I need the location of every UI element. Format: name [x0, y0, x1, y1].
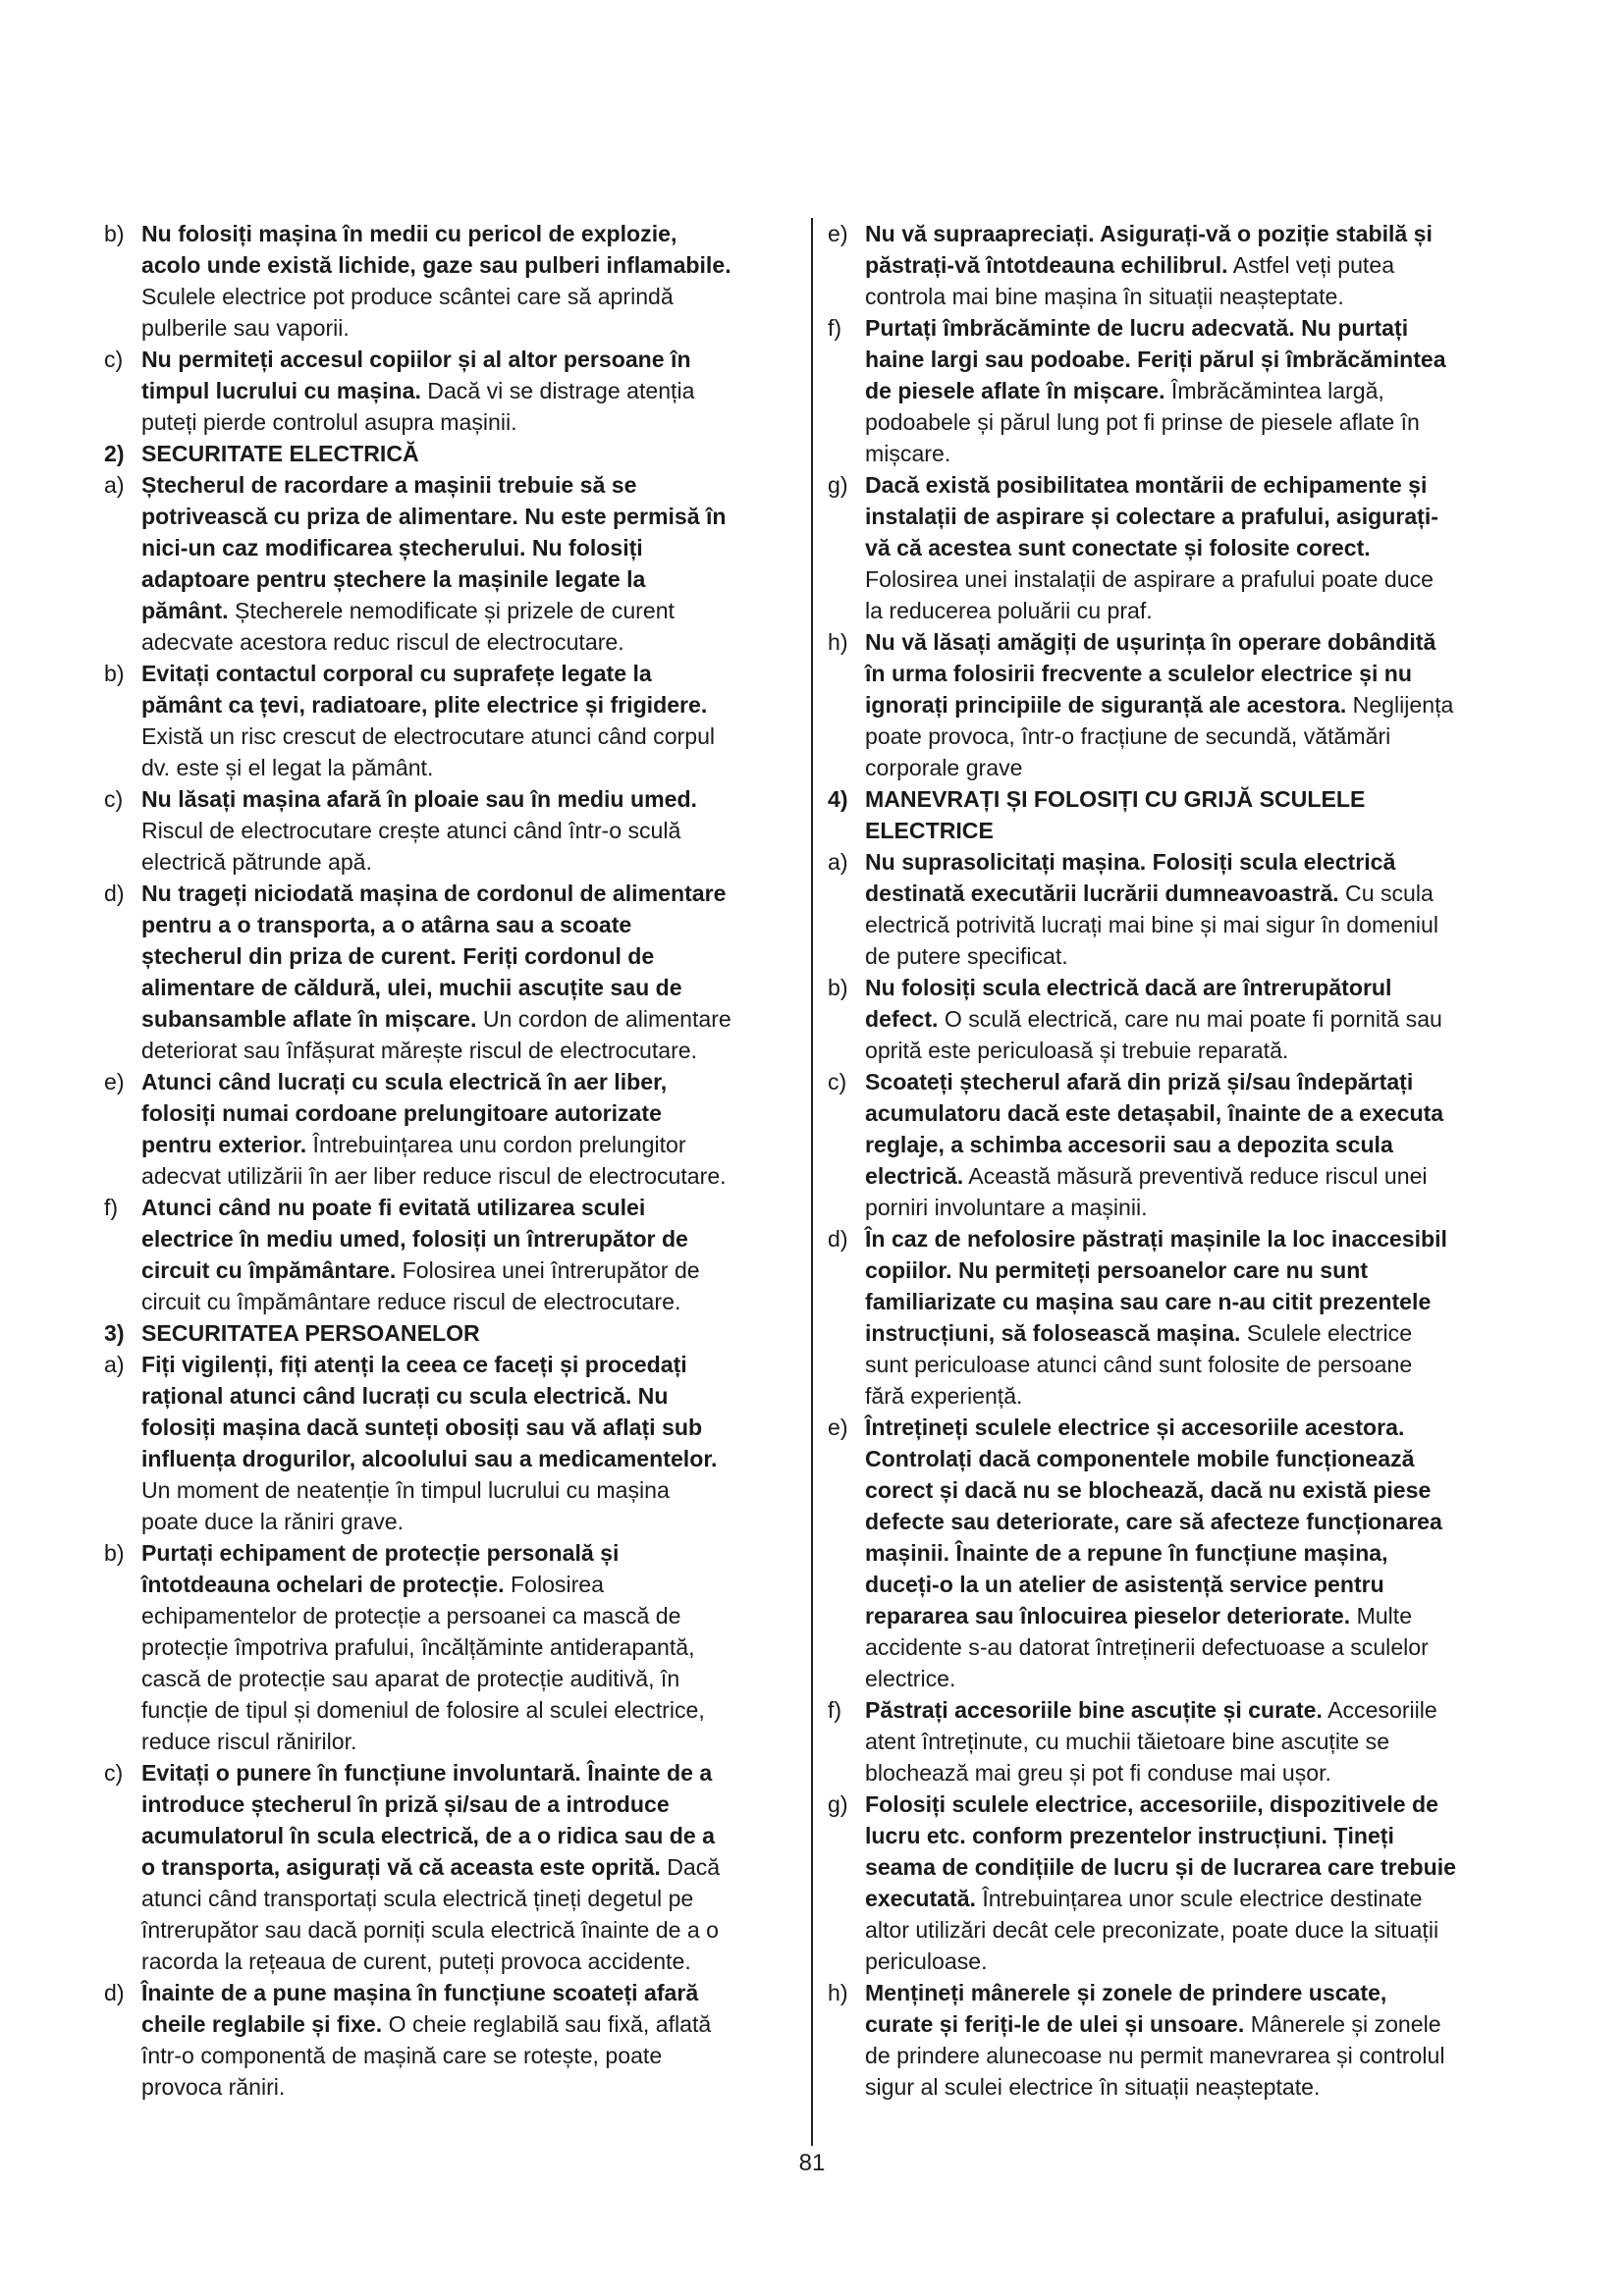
item-bold-text: Fiți vigilenți, fiți atenți la ceea ce faceți și procedați rațional atunci când lucrați cu scula electrică. Nu folosiți mașina dacă sunteți obosiți sau vă aflați sub influența drogurilor, alcoolului sau a medicamentelor.: [141, 1352, 718, 1471]
item-text: O sculă electrică, care nu mai poate fi pornită sau oprită este periculoasă și trebuie reparată.: [865, 1006, 1442, 1063]
heading-number: 2): [104, 441, 125, 466]
item-text: Neglijența poate provoca, într-o fracțiune de secundă, vătămări corporale grave: [865, 692, 1454, 780]
item-label: c): [828, 1069, 847, 1095]
right-column: [828, 218, 1456, 2103]
item-text: Astfel veți putea controla mai bine mașina în situații neașteptate.: [865, 252, 1395, 309]
left-item-3d: [104, 1977, 732, 2103]
right-item-4e: [828, 1412, 1456, 1694]
item-bold-text: În caz de nefolosire păstrați mașinile la loc inaccesibil copiilor. Nu permiteți persoanelor care nu sunt familiarizate cu mașina sau care n-au citit prezentele instrucțiuni, să folosească mașina.: [865, 1226, 1447, 1346]
section-heading-2: [104, 438, 732, 469]
item-bold-text: Înainte de a pune mașina în funcțiune scoateți afară cheile reglabile și fixe.: [141, 1980, 699, 2037]
heading-text: MANEVRAȚI ȘI FOLOSIȚI CU GRIJĂ SCULELE ELECTRICE: [865, 786, 1366, 843]
item-text: Ștecherele nemodificate și prizele de curent adecvate acestora reduc riscul de electrocutare.: [141, 598, 675, 655]
item-text: Sculele electrice sunt periculoase atunci când sunt folosite de persoane fără experiență.: [865, 1320, 1413, 1409]
item-text: Cu scula electrică potrivită lucrați mai bine și mai sigur în domeniul de putere specificat.: [865, 881, 1438, 969]
left-item-2c: [104, 783, 732, 878]
item-label: g): [828, 472, 848, 498]
left-column: [104, 218, 732, 2103]
left-item-3c: [104, 1757, 732, 1977]
left-item-2e: [104, 1066, 732, 1192]
left-item-b: [104, 218, 732, 344]
item-label: d): [828, 1226, 848, 1252]
item-label: b): [104, 1540, 125, 1566]
item-bold-text: Nu vă supraapreciați. Asigurați-vă o poziție stabilă și păstrați-vă întotdeauna echilibrul.: [865, 221, 1433, 278]
item-label: f): [828, 1697, 842, 1723]
item-bold-text: Ștecherul de racordare a mașinii trebuie să se potrivească cu priza de alimentare. Nu este permisă în nici-un caz modificarea ștecherului. Nu folosiți adaptoare pentru ștechere la mașinile legate la pământ.: [141, 472, 727, 623]
right-item-4c: [828, 1066, 1456, 1223]
right-item-4a: [828, 846, 1456, 972]
item-bold-text: Nu folosiți scula electrică dacă are întrerupătorul defect.: [865, 975, 1392, 1032]
page-number: 81: [798, 2150, 826, 2176]
right-item-4d: [828, 1223, 1456, 1412]
item-label: a): [104, 1352, 125, 1377]
item-label: a): [828, 849, 848, 875]
item-label: f): [828, 315, 842, 341]
right-item-3f: [828, 312, 1456, 469]
item-text: Această măsură preventivă reduce riscul unei porniri involuntare a mașinii.: [865, 1163, 1428, 1220]
right-item-4b: [828, 972, 1456, 1066]
item-bold-text: Întrețineți sculele electrice și accesoriile acestora. Controlați dacă componentele mobile funcționează corect și dacă nu se blochează, dacă nu există piese defecte sau deteriorate, care să afecteze funcționarea mașinii. Înainte de a repune în funcțiune mașina, duceți-o la un atelier de asistență service pentru repararea sau înlocuirea pieselor deteriorate.: [865, 1415, 1442, 1629]
item-text: O cheie reglabilă sau fixă, aflată într-o componentă de mașină care se rotește, poate provoca răniri.: [141, 2011, 712, 2100]
item-label: d): [104, 1980, 125, 2005]
item-label: b): [828, 975, 848, 1000]
item-text: Întrebuințarea unor scule electrice destinate altor utilizări decât cele preconizate, poate duce la situații periculoase.: [865, 1886, 1439, 1974]
right-item-3g: [828, 469, 1456, 626]
right-item-3e: [828, 218, 1456, 312]
item-label: f): [104, 1195, 119, 1220]
item-bold-text: Nu suprasolicitați mașina. Folosiți scula electrică destinată executării lucrării dumneavoastră.: [865, 849, 1396, 906]
item-text: Dacă vi se distrage atenția puteți pierde controlul asupra mașinii.: [141, 378, 695, 435]
item-label: d): [104, 881, 125, 906]
item-label: a): [104, 472, 125, 498]
item-label: e): [828, 1415, 848, 1440]
item-bold-text: Scoateți ștecherul afară din priză și/sau îndepărtați acumulatoru dacă este detașabil, înainte de a executa reglaje, a schimba accesorii sau a depozita scula electrică.: [865, 1069, 1444, 1189]
left-item-c: [104, 344, 732, 438]
item-bold-text: Purtați îmbrăcăminte de lucru adecvată. Nu purtați haine largi sau podoabe. Feriți părul și îmbrăcămintea de piesele aflate în mișcare.: [865, 315, 1446, 403]
item-text: Un cordon de alimentare deteriorat sau înfășurat mărește riscul de electrocutare.: [141, 1006, 731, 1063]
heading-number: 4): [828, 786, 848, 812]
item-bold-text: Nu permiteți accesul copiilor și al altor persoane în timpul lucrului cu mașina.: [141, 347, 691, 403]
item-text: Accesoriile atent întreținute, cu muchii tăietoare bine ascuțite se blochează mai greu și pot fi conduse mai ușor.: [865, 1697, 1437, 1786]
item-text: Întrebuințarea unu cordon prelungitor adecvat utilizării în aer liber reduce riscul de electrocutare.: [141, 1132, 727, 1189]
item-label: g): [828, 1791, 848, 1817]
left-item-2d: [104, 878, 732, 1066]
right-item-4g: [828, 1789, 1456, 1977]
item-text: Există un risc crescut de electrocutare atunci când corpul dv. este și el legat la pământ.: [141, 723, 716, 780]
item-label: e): [104, 1069, 125, 1095]
item-bold-text: Atunci când nu poate fi evitată utilizarea sculei electrice în mediu umed, folosiți un întrerupător de circuit cu împământare.: [141, 1195, 688, 1283]
item-text: Dacă atunci când transportați scula electrică țineți degetul pe întrerupător sau dacă porniți scula electrică înainte de a o racorda la rețeaua de curent, puteți provoca accidente.: [141, 1854, 721, 1974]
item-label: b): [104, 221, 125, 246]
item-bold-text: Atunci când lucrați cu scula electrică în aer liber, folosiți numai cordoane prelungitoare autorizate pentru exterior.: [141, 1069, 668, 1157]
item-text: Sculele electrice pot produce scântei care să aprindă pulberile sau vaporii.: [141, 284, 674, 341]
item-label: c): [104, 1760, 124, 1786]
item-text: Folosirea echipamentelor de protecție a persoanei ca mască de protecție împotriva prafului, încălțăminte antiderapantă, cască de protecție sau aparat de protecție auditivă, în funcție de tipul și domeniul de folosire al sculei electrice, reduce riscul rănirilor.: [141, 1572, 705, 1754]
item-label: c): [104, 786, 124, 812]
item-bold-text: Nu trageți niciodată mașina de cordonul de alimentare pentru a o transporta, a o atârna sau a scoate ștecherul din priza de curent. Feriți cordonul de alimentare de căldură, ulei, muchii ascuțite sau de subansamble aflate în mișcare.: [141, 881, 727, 1032]
item-label: b): [104, 661, 125, 686]
heading-number: 3): [104, 1320, 125, 1346]
item-text: Folosirea unei întrerupător de circuit cu împământare reduce riscul de electrocutare.: [141, 1257, 700, 1314]
item-bold-text: Folosiți sculele electrice, accesoriile, dispozitivele de lucru etc. conform prezentelor instrucțiuni. Țineți seama de condițiile de lucru și de lucrarea care trebuie executată.: [865, 1791, 1456, 1911]
item-bold-text: Nu vă lăsați amăgiți de ușurința în operare dobândită în urma folosirii frecvente a sculelor electrice și nu ignorați principiile de siguranță ale acestora.: [865, 629, 1436, 718]
section-heading-3: [104, 1317, 732, 1349]
heading-text: SECURITATE ELECTRICĂ: [141, 441, 419, 466]
item-text: Riscul de electrocutare crește atunci când într-o sculă electrică pătrunde apă.: [141, 818, 681, 875]
item-text: Mânerele și zonele de prindere alunecoase nu permit manevrarea și controlul sigur al sculei electrice în situații neașteptate.: [865, 2011, 1445, 2100]
item-text: Multe accidente s-au datorat întreținerii defectuoase a sculelor electrice.: [865, 1603, 1429, 1691]
right-item-4f: [828, 1694, 1456, 1789]
item-text: Îmbrăcămintea largă, podoabele și părul lung pot fi prinse de piesele aflate în mișcare.: [865, 378, 1420, 466]
item-bold-text: Evitați o punere în funcțiune involuntară. Înainte de a introduce ștecherul în priză și/sau de a introduce acumulatorul în scula electrică, de a o ridica sau de a o transporta, asigurați vă că aceasta este oprită.: [141, 1760, 715, 1880]
left-item-3b: [104, 1537, 732, 1757]
item-label: h): [828, 629, 848, 655]
left-item-2f: [104, 1192, 732, 1317]
left-item-3a: [104, 1349, 732, 1537]
item-label: h): [828, 1980, 848, 2005]
item-bold-text: Nu folosiți mașina în medii cu pericol de explozie, acolo unde există lichide, gaze sau pulberi inflamabile.: [141, 221, 731, 278]
column-divider: [811, 218, 813, 2146]
item-bold-text: Mențineți mânerele și zonele de prindere uscate, curate și feriți-le de ulei și unsoare.: [865, 1980, 1387, 2037]
item-bold-text: Purtați echipament de protecție personală și întotdeauna ochelari de protecție.: [141, 1540, 620, 1597]
item-text: Folosirea unei instalații de aspirare a prafului poate duce la reducerea poluării cu praf.: [865, 566, 1434, 623]
item-text: Un moment de neatenție în timpul lucrului cu mașina poate duce la răniri grave.: [141, 1477, 670, 1534]
item-label: e): [828, 221, 848, 246]
heading-text: SECURITATEA PERSOANELOR: [141, 1320, 480, 1346]
right-item-3h: [828, 626, 1456, 783]
item-bold-text: Păstrați accesoriile bine ascuțite și curate.: [865, 1697, 1323, 1723]
item-bold-text: Dacă există posibilitatea montării de echipamente și instalații de aspirare și colectare a prafului, asigurați-vă că acestea sunt conectate și folosite corect.: [865, 472, 1438, 561]
item-label: c): [104, 347, 124, 372]
item-bold-text: Nu lăsați mașina afară în ploaie sau în mediu umed.: [141, 786, 697, 812]
section-heading-4: [828, 783, 1456, 846]
item-bold-text: Evitați contactul corporal cu suprafețe legate la pământ ca țevi, radiatoare, plite electrice și frigidere.: [141, 661, 708, 718]
right-item-4h: [828, 1977, 1456, 2103]
left-item-2b: [104, 658, 732, 783]
left-item-2a: [104, 469, 732, 658]
